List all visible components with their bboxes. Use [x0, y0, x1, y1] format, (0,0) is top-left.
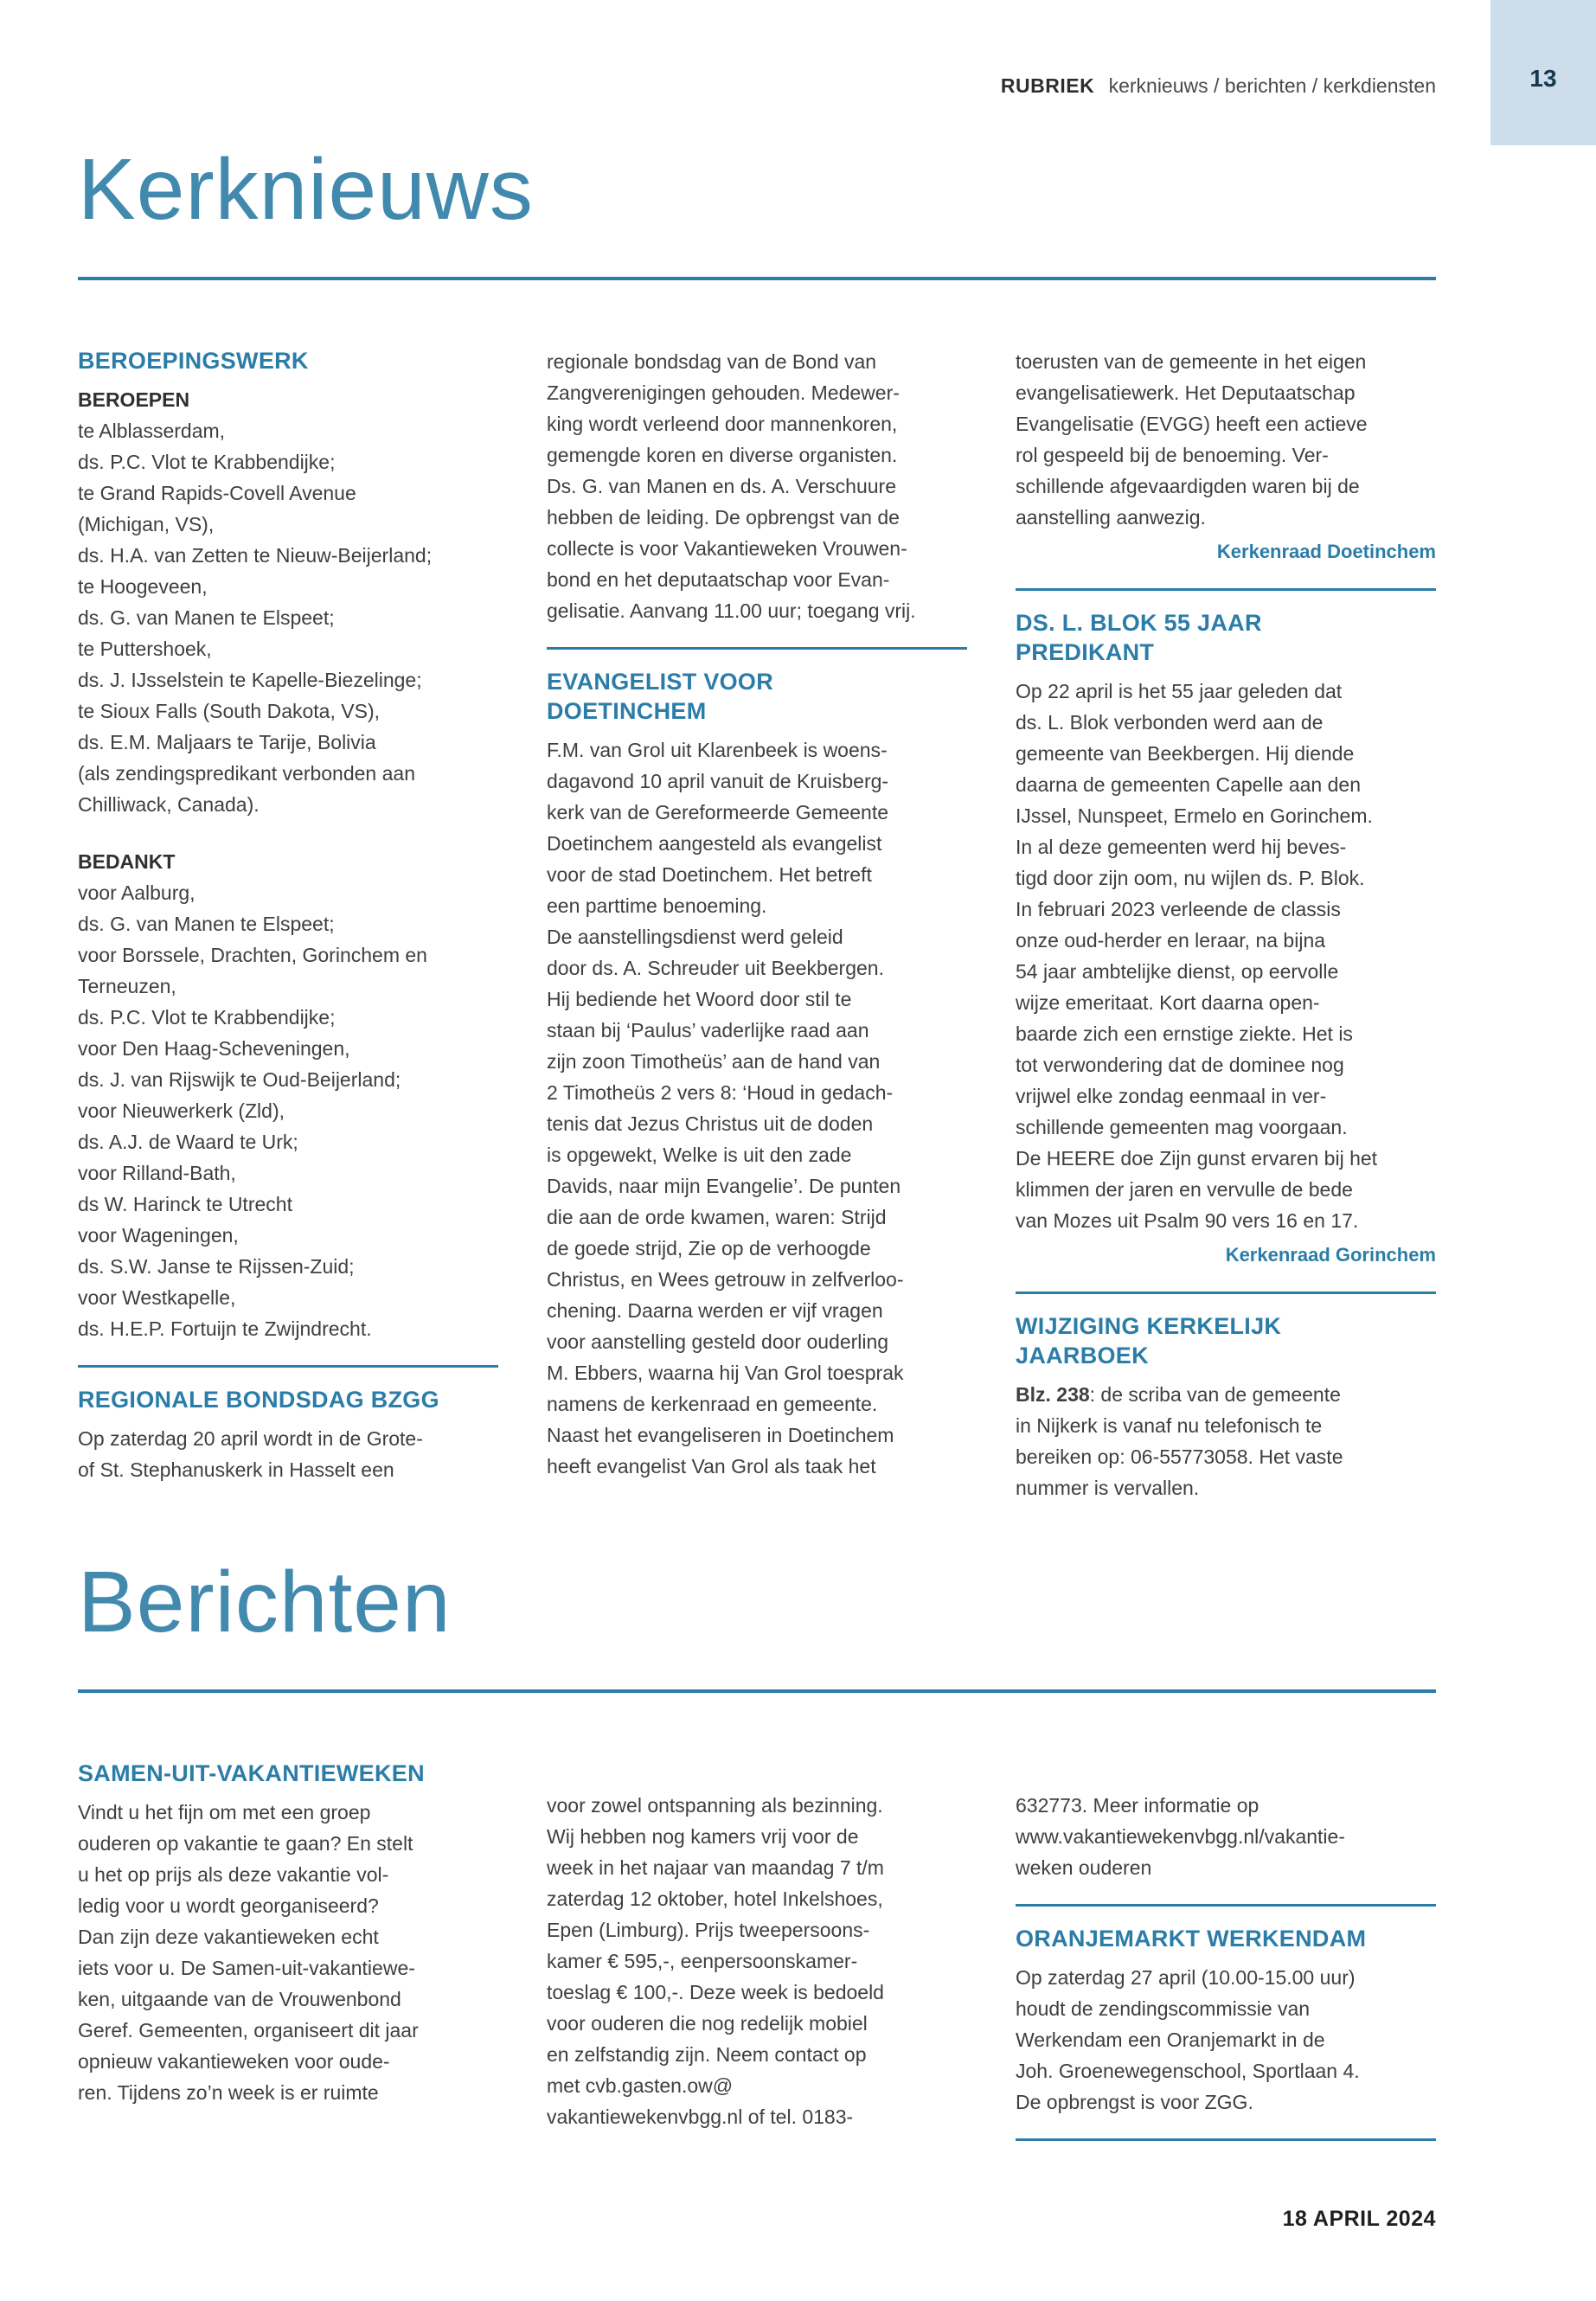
text-line: die aan de orde kwamen, waren: Strijd [547, 1206, 887, 1228]
text-line: De opbrengst is voor ZGG. [1016, 2091, 1253, 2113]
text-line: voor Westkapelle, [78, 1286, 236, 1309]
text-line: wijze emeritaat. Kort daarna open- [1016, 991, 1320, 1014]
section-title-kerknieuws: Kerknieuws [78, 141, 534, 238]
article-divider [1016, 1292, 1436, 1294]
text-line: Chilliwack, Canada). [78, 793, 260, 816]
text-line: Doetinchem aangesteld als evangelist [547, 832, 882, 855]
text-line: chening. Daarna werden er vijf vragen [547, 1299, 883, 1322]
article-heading-regionale-bondsdag [78, 1385, 498, 1414]
publication-date: 18 APRIL 2024 [1282, 2207, 1436, 2231]
text-line: Zangverenigingen gehouden. Medewer- [547, 381, 900, 404]
kerknieuws-column-3 [1016, 346, 1436, 1503]
text-line: met cvb.gasten.ow@ [547, 2074, 734, 2097]
text-line: voor aanstelling gesteld door ouderling [547, 1330, 889, 1353]
section-title-berichten: Berichten [78, 1554, 452, 1650]
text-line: Terneuzen, [78, 975, 176, 997]
text-line: van Mozes uit Psalm 90 vers 16 en 17. [1016, 1209, 1359, 1232]
text-line: klimmen der jaren en vervulle de bede [1016, 1178, 1353, 1201]
text-line: week in het najaar van maandag 7 t/m [547, 1856, 884, 1879]
text-line: tot verwondering dat de dominee nog [1016, 1054, 1344, 1076]
text-line: Vindt u het fijn om met een groep [78, 1801, 371, 1823]
text-line: te Hoogeveen, [78, 575, 208, 598]
article-divider [1016, 2138, 1436, 2141]
text-line: voor Den Haag-Scheveningen, [78, 1037, 350, 1060]
text-line: of St. Stephanuskerk in Hasselt een [78, 1458, 394, 1481]
kerknieuws-column-2 [547, 346, 967, 1503]
text-line: ds W. Harinck te Utrecht [78, 1193, 292, 1215]
text-line: Kerkenraad Gorinchem [1225, 1244, 1436, 1266]
kerknieuws-columns [78, 346, 1436, 1503]
text-line: baarde zich een ernstige ziekte. Het is [1016, 1022, 1353, 1045]
text-line: ds. E.M. Maljaars te Tarije, Bolivia [78, 731, 376, 753]
text-line: rol gespeeld bij de benoeming. Ver- [1016, 444, 1329, 466]
text-line: bond en het deputaatschap voor Evan- [547, 568, 890, 591]
text-line: ds. J. van Rijswijk te Oud-Beijerland; [78, 1068, 401, 1091]
article-heading-samen-uit-vakantieweken [78, 1759, 498, 1788]
text-line: 2 Timotheüs 2 vers 8: ‘Houd in gedach- [547, 1081, 894, 1104]
text-line: Ds. G. van Manen en ds. A. Verschuure [547, 475, 896, 497]
text-line: en zelfstandig zijn. Neem contact op [547, 2043, 867, 2066]
text-line: BEROEPEN [78, 388, 190, 411]
text-line: king wordt verleend door mannenkoren, [547, 413, 898, 435]
text-line: regionale bondsdag van de Bond van [547, 350, 877, 373]
text-line: voor ouderen die nog redelijk mobiel [547, 2012, 868, 2035]
text-line: F.M. van Grol uit Klarenbeek is woens- [547, 739, 888, 761]
text-line: iets voor u. De Samen-uit-vakantiewe- [78, 1957, 415, 1979]
text-line: u het op prijs als deze vakantie vol- [78, 1863, 389, 1886]
text-line: ds. H.E.P. Fortuijn te Zwijndrecht. [78, 1317, 372, 1340]
text-line: namens de kerkenraad en gemeente. [547, 1393, 878, 1415]
evangelist-doetinchem-text-continued [1016, 346, 1436, 533]
section-berichten [78, 1554, 1436, 2158]
text-line: ds. A.J. de Waard te Urk; [78, 1131, 298, 1153]
text-line: IJssel, Nunspeet, Ermelo en Gorinchem. [1016, 804, 1373, 827]
text-line: opnieuw vakantieweken voor oude- [78, 2050, 390, 2073]
bedankt-list [78, 877, 498, 1344]
text-line: is opgewekt, Welke is uit den zade [547, 1144, 852, 1166]
text-line: voor zowel ontspanning als bezinning. [547, 1794, 883, 1817]
text-line: De aanstellingsdienst werd geleid [547, 926, 843, 948]
spacer [78, 820, 498, 846]
article-divider [1016, 1904, 1436, 1907]
article-heading-wijziging-jaarboek [1016, 1311, 1436, 1370]
text-line: kamer € 595,-, eenpersoonskamer- [547, 1950, 858, 1972]
text-line: staan bij ‘Paulus’ vaderlijke raad aan [547, 1019, 869, 1042]
text-line: Dan zijn deze vakantieweken echt [78, 1926, 379, 1948]
text-line: In al deze gemeenten werd hij beves- [1016, 836, 1347, 858]
text-line: ouderen op vakantie te gaan? En stelt [78, 1832, 413, 1855]
beroepen-list [78, 415, 498, 820]
text-line: ds. S.W. Janse te Rijssen-Zuid; [78, 1255, 355, 1278]
text-line: schillende gemeenten mag voorgaan. [1016, 1116, 1348, 1138]
ds-blok-text [1016, 676, 1436, 1236]
kerknieuws-column-1 [78, 346, 498, 1503]
text-line: Op 22 april is het 55 jaar geleden dat [1016, 680, 1343, 702]
text-line: ds. G. van Manen te Elspeet; [78, 606, 335, 629]
text-line: Op zaterdag 20 april wordt in de Grote- [78, 1427, 423, 1450]
text-line: gemeente van Beekbergen. Hij diende [1016, 742, 1355, 765]
page-header [78, 0, 1436, 98]
article-heading-beroepingswerk [78, 346, 498, 375]
text-line: te Sioux Falls (South Dakota, VS), [78, 700, 380, 722]
bold-text: Blz. 238 [1016, 1383, 1090, 1406]
text-line: ds. L. Blok verbonden werd aan de [1016, 711, 1324, 734]
text-line: Op zaterdag 27 april (10.00-15.00 uur) [1016, 1966, 1356, 1989]
text-line: dagavond 10 april vanuit de Kruisberg- [547, 770, 889, 792]
text-line: SAMEN-UIT-VAKANTIEWEKEN [78, 1760, 425, 1786]
text-line: voor Wageningen, [78, 1224, 239, 1247]
text-line: Hij bediende het Woord door stil te [547, 988, 852, 1010]
text-line: kerk van de Gereformeerde Gemeente [547, 801, 889, 824]
text-line: gelisatie. Aanvang 11.00 uur; toegang vrij. [547, 599, 916, 622]
text-line: ledig voor u wordt georganiseerd? [78, 1894, 379, 1917]
article-divider [78, 1365, 498, 1368]
berichten-column-3 [1016, 1759, 1436, 2158]
text-line: Geref. Gemeenten, organiseert dit jaar [78, 2019, 419, 2041]
text-line: houdt de zendingscommissie van [1016, 1997, 1311, 2020]
text-line: (als zendingspredikant verbonden aan [78, 762, 415, 785]
text-line: aanstelling aanwezig. [1016, 506, 1206, 529]
text-line: te Grand Rapids-Covell Avenue [78, 482, 356, 504]
text-line: PREDIKANT [1016, 639, 1155, 665]
wijziging-jaarboek-text [1016, 1379, 1436, 1503]
text-line: toeslag € 100,-. Deze week is bedoeld [547, 1981, 884, 2003]
section-kerknieuws [78, 141, 1436, 1503]
text-line: te Puttershoek, [78, 638, 212, 660]
text-line: zijn zoon Timotheüs’ aan de hand van [547, 1050, 881, 1073]
text-line: de goede strijd, Zie op de verhoogde [547, 1237, 871, 1259]
text-line: M. Ebbers, waarna hij Van Grol toesprak [547, 1362, 904, 1384]
text-line: WIJZIGING KERKELIJK [1016, 1313, 1282, 1339]
text-line: voor Nieuwerkerk (Zld), [78, 1099, 285, 1122]
text-line: weken ouderen [1016, 1856, 1152, 1879]
text-line: REGIONALE BONDSDAG BZGG [78, 1387, 439, 1413]
text-line: ds. P.C. Vlot te Krabbendijke; [78, 1006, 336, 1029]
text-line: BEDANKT [78, 850, 176, 873]
text-line: daarna de gemeenten Capelle aan den [1016, 773, 1361, 796]
text-line: ds. G. van Manen te Elspeet; [78, 913, 335, 935]
rubriek-sections: kerknieuws / berichten / kerkdiensten [1108, 74, 1436, 97]
text-line: DS. L. BLOK 55 JAAR [1016, 610, 1262, 636]
text-line: 632773. Meer informatie op [1016, 1794, 1259, 1817]
text-line: voor Aalburg, [78, 881, 195, 904]
page-number-tab [1490, 0, 1596, 145]
text-line: Evangelisatie (EVGG) heeft een actieve [1016, 413, 1368, 435]
text-line: Davids, naar mijn Evangelie’. De punten [547, 1175, 901, 1197]
text-line: nummer is vervallen. [1016, 1477, 1200, 1499]
text-line: zaterdag 12 oktober, hotel Inkelshoes, [547, 1888, 883, 1910]
berichten-title-rule [78, 1689, 1436, 1693]
subheading-beroepen [78, 384, 498, 415]
text-line: hebben de leiding. De opbrengst van de [547, 506, 900, 529]
text-line: (Michigan, VS), [78, 513, 215, 535]
text-line: BEROEPINGSWERK [78, 348, 309, 374]
text-line: ds. P.C. Vlot te Krabbendijke; [78, 451, 336, 473]
text-line: Naast het evangeliseren in Doetinchem [547, 1424, 894, 1446]
text-line: JAARBOEK [1016, 1343, 1149, 1368]
text-line: Blz. 238: de scriba van de gemeente [1016, 1383, 1341, 1406]
text-line: ren. Tijdens zo’n week is er ruimte [78, 2081, 379, 2104]
text-line: Kerkenraad Doetinchem [1216, 541, 1436, 562]
text-line: toerusten van de gemeente in het eigen [1016, 350, 1367, 373]
text-line: in Nijkerk is vanaf nu telefonisch te [1016, 1414, 1323, 1437]
article-heading-evangelist-doetinchem [547, 667, 967, 726]
berichten-column-1 [78, 1759, 498, 2158]
page-number: 13 [1529, 65, 1557, 92]
text-line: DOETINCHEM [547, 698, 707, 724]
text-line: Werkendam een Oranjemarkt in de [1016, 2029, 1325, 2051]
text-line: ken, uitgaande van de Vrouwenbond [78, 1988, 401, 2010]
evangelist-doetinchem-text [547, 734, 967, 1482]
subheading-bedankt [78, 846, 498, 877]
samen-uit-text [78, 1797, 498, 2108]
berichten-column-2 [547, 1759, 967, 2158]
oranjemarkt-text [1016, 1962, 1436, 2118]
samen-uit-text-end [1016, 1790, 1436, 1883]
text-line: onze oud-herder en leraar, na bijna [1016, 929, 1326, 952]
text-line: Wij hebben nog kamers vrij voor de [547, 1825, 859, 1848]
text-line: tenis dat Jezus Christus uit de doden [547, 1112, 874, 1135]
text-line: bereiken op: 06-55773058. Het vaste [1016, 1445, 1343, 1468]
text-line: vrijwel elke zondag eenmaal in ver- [1016, 1085, 1327, 1107]
attribution-kerkenraad-gorinchem [1016, 1240, 1436, 1271]
text-line: ORANJEMARKT WERKENDAM [1016, 1926, 1367, 1952]
text-line: Joh. Groenewegenschool, Sportlaan 4. [1016, 2060, 1360, 2082]
article-divider [547, 647, 967, 650]
article-divider [1016, 588, 1436, 591]
berichten-columns [78, 1759, 1436, 2158]
text-line: www.vakantiewekenvbgg.nl/vakantie- [1016, 1825, 1345, 1848]
text-line: heeft evangelist Van Grol als taak het [547, 1455, 876, 1477]
text-line: voor de stad Doetinchem. Het betreft [547, 863, 872, 886]
text-line: evangelisatiewerk. Het Deputaatschap [1016, 381, 1356, 404]
text-line: ds. H.A. van Zetten te Nieuw-Beijerland; [78, 544, 433, 567]
text-line: Epen (Limburg). Prijs tweepersoons- [547, 1919, 870, 1941]
text-line: tigd door zijn oom, nu wijlen ds. P. Blok. [1016, 867, 1365, 889]
text-line: door ds. A. Schreuder uit Beekbergen. [547, 957, 884, 979]
text-line: vakantiewekenvbgg.nl of tel. 0183- [547, 2106, 854, 2128]
text-line: een parttime benoeming. [547, 894, 767, 917]
regionale-bondsdag-text [78, 1423, 498, 1485]
text-line: Christus, en Wees getrouw in zelfverloo- [547, 1268, 904, 1291]
samen-uit-text-continued [547, 1790, 967, 2132]
text-line: te Alblasserdam, [78, 420, 226, 442]
text-line: ds. J. IJsselstein te Kapelle-Biezelinge; [78, 669, 422, 691]
rubriek-label: RUBRIEK [1000, 74, 1095, 97]
text-line: voor Rilland-Bath, [78, 1162, 236, 1184]
text-line: In februari 2023 verleende de classis [1016, 898, 1341, 920]
text-line: schillende afgevaardigden waren bij de [1016, 475, 1360, 497]
regionale-bondsdag-text-continued [547, 346, 967, 626]
attribution-kerkenraad-doetinchem [1016, 536, 1436, 567]
text-line: gemengde koren en diverse organisten. [547, 444, 898, 466]
text-line: collecte is voor Vakantieweken Vrouwen- [547, 537, 907, 560]
text-line: 54 jaar ambtelijke dienst, op eervolle [1016, 960, 1339, 983]
article-heading-oranjemarkt [1016, 1924, 1436, 1953]
text-line: voor Borssele, Drachten, Gorinchem en [78, 944, 427, 966]
kerknieuws-title-rule [78, 277, 1436, 280]
text-line: De HEERE doe Zijn gunst ervaren bij het [1016, 1147, 1378, 1170]
page-footer [78, 2207, 1436, 2232]
text-line: EVANGELIST VOOR [547, 669, 774, 695]
article-heading-ds-blok [1016, 608, 1436, 667]
